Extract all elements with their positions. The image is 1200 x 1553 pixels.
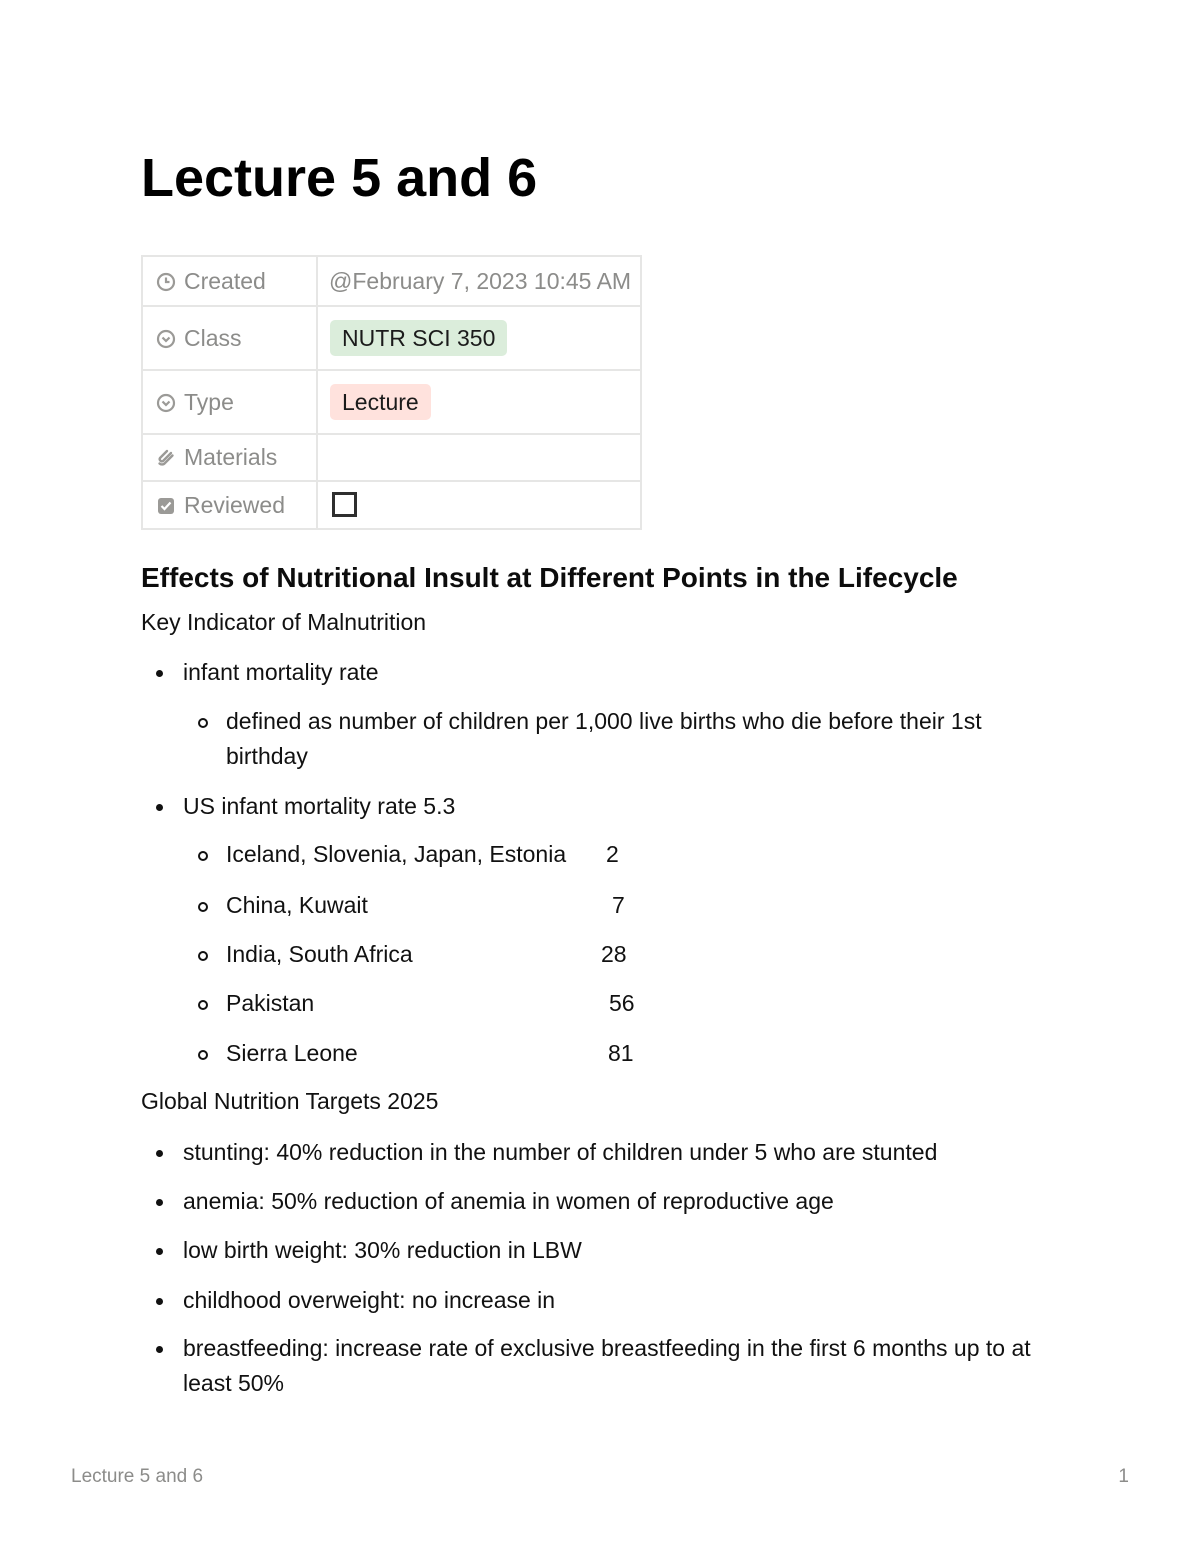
property-label-reviewed: Reviewed — [184, 491, 285, 518]
list-item: anemia: 50% reduction of anemia in women of reproductive age — [183, 1188, 834, 1214]
bullet-dot — [156, 670, 163, 677]
bullet-dot — [156, 1298, 163, 1305]
clock-icon — [156, 272, 176, 292]
list-item: stunting: 40% reduction in the number of children under 5 who are stunted — [183, 1139, 938, 1165]
list-item: childhood overweight: no increase in — [183, 1287, 556, 1313]
property-row-materials — [142, 434, 641, 481]
list-item-continuation: least 50% — [183, 1370, 285, 1396]
country-name: Pakistan — [226, 990, 315, 1016]
list-item: infant mortality rate — [183, 659, 379, 685]
property-row-class — [142, 306, 641, 370]
country-rate: 2 — [606, 841, 619, 867]
key-indicator-label: Key Indicator of Malnutrition — [141, 609, 427, 635]
bullet-dot — [156, 1199, 163, 1206]
bullet-ring — [198, 902, 208, 912]
bullet-dot — [156, 1346, 163, 1353]
country-name: Sierra Leone — [226, 1040, 358, 1066]
list-item: defined as number of children per 1,000 live births who die before their 1st — [226, 708, 982, 734]
country-rate: 28 — [601, 941, 627, 967]
bullet-dot — [156, 804, 163, 811]
checkbox-icon — [156, 496, 176, 516]
reviewed-checkbox[interactable] — [332, 492, 357, 517]
property-label-materials: Materials — [184, 444, 278, 470]
country-name: China, Kuwait — [226, 892, 368, 918]
bullet-ring — [198, 851, 208, 861]
created-date-value[interactable]: @February 7, 2023 10:45 AM — [329, 267, 632, 294]
bullet-ring — [198, 1000, 208, 1010]
property-label-type: Type — [184, 388, 234, 415]
list-item-continuation: birthday — [226, 743, 308, 769]
paperclip-icon — [156, 448, 176, 468]
property-row-type — [142, 370, 641, 434]
list-item: US infant mortality rate 5.3 — [183, 793, 456, 819]
page-title: Lecture 5 and 6 — [141, 148, 538, 208]
property-row-reviewed — [142, 481, 641, 529]
select-icon — [156, 393, 176, 413]
type-tag[interactable]: Lecture — [330, 384, 431, 420]
property-label-created: Created — [184, 267, 266, 294]
bullet-dot — [156, 1150, 163, 1157]
properties-table — [141, 255, 642, 530]
page-number: 1 — [1118, 1466, 1129, 1487]
class-tag[interactable]: NUTR SCI 350 — [330, 320, 507, 356]
footer-title: Lecture 5 and 6 — [71, 1466, 204, 1487]
country-name: Iceland, Slovenia, Japan, Estonia — [226, 841, 567, 867]
section-heading: Effects of Nutritional Insult at Different Points in the Lifecycle — [141, 562, 958, 593]
country-rate: 56 — [609, 990, 635, 1016]
bullet-ring — [198, 951, 208, 961]
list-item: low birth weight: 30% reduction in LBW — [183, 1237, 582, 1263]
country-rate: 7 — [612, 892, 625, 918]
country-rate: 81 — [608, 1040, 634, 1066]
select-icon — [156, 329, 176, 349]
bullet-ring — [198, 718, 208, 728]
bullet-ring — [198, 1050, 208, 1060]
bullet-dot — [156, 1248, 163, 1255]
targets-label: Global Nutrition Targets 2025 — [141, 1088, 439, 1114]
country-name: India, South Africa — [226, 941, 413, 967]
property-row-created — [142, 256, 641, 306]
list-item: breastfeeding: increase rate of exclusive breastfeeding in the first 6 months up to at — [183, 1335, 1031, 1361]
materials-value[interactable] — [317, 434, 641, 481]
property-label-class: Class — [184, 324, 242, 351]
